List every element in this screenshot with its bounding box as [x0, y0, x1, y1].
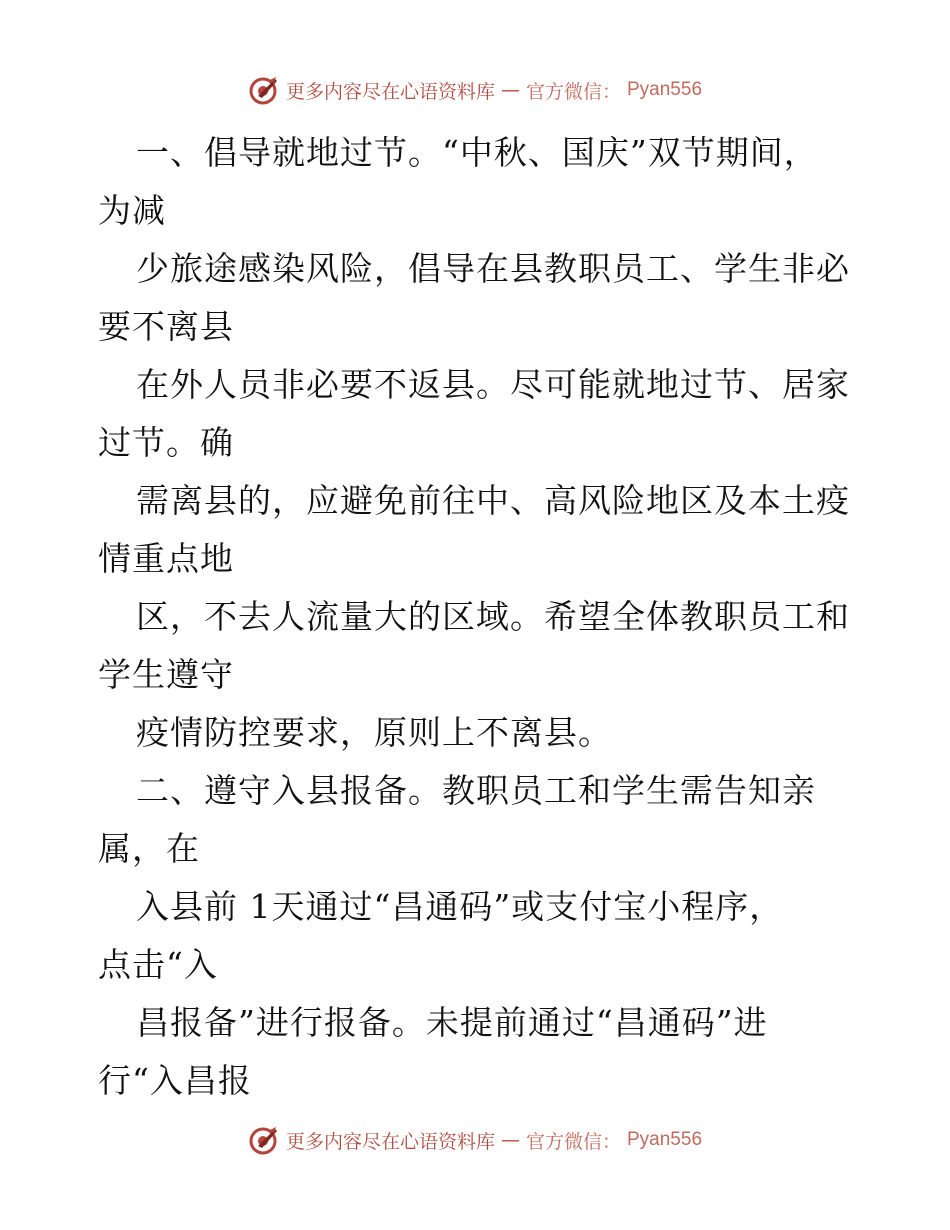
- watermark-separator: —: [500, 1129, 520, 1151]
- watermark-contact-id: Pyan556: [627, 79, 703, 100]
- watermark-separator: —: [500, 79, 520, 101]
- watermark-text: 更多内容尽在心语资料库: [285, 80, 495, 103]
- quill-circle-logo-icon: [248, 74, 280, 106]
- text-line: 二、遵守入县报备。教职员工和学生需告知亲: [136, 771, 816, 810]
- text-line: 过节。确: [98, 423, 234, 462]
- text-line: 情重点地: [98, 539, 234, 578]
- text-line: 属，在: [98, 829, 200, 868]
- text-line: 疫情防控要求，原则上不离县。: [136, 713, 612, 752]
- watermark-banner: [248, 1124, 702, 1156]
- text-line: 为减: [98, 191, 166, 230]
- text-line: 学生遵守: [98, 655, 234, 694]
- text-line: 需离县的，应避免前往中、高风险地区及本土疫: [136, 481, 850, 520]
- text-line: 行“入昌报: [98, 1061, 252, 1100]
- text-line: 点击“入: [98, 945, 218, 984]
- watermark-contact-label: 官方微信：: [525, 1130, 621, 1153]
- page-header-watermark: [0, 70, 950, 110]
- watermark-banner: [248, 74, 702, 106]
- text-line: 入县前 1天通过“昌通码”或支付宝小程序，: [136, 887, 784, 926]
- text-line: 在外人员非必要不返县。尽可能就地过节、居家: [136, 365, 850, 404]
- watermark-contact-label: 官方微信：: [525, 80, 621, 103]
- text-line: 一、倡导就地过节。“中秋、国庆”双节期间，: [136, 133, 818, 172]
- watermark-text: 更多内容尽在心语资料库: [285, 1130, 495, 1153]
- text-line: 昌报备”进行报备。未提前通过“昌通码”进: [136, 1003, 768, 1042]
- text-line: 要不离县: [98, 307, 234, 346]
- text-line: 区，不去人流量大的区域。希望全体教职员工和: [136, 597, 850, 636]
- document-body: [98, 124, 858, 1110]
- page-footer-watermark: [0, 1120, 950, 1160]
- watermark-contact-id: Pyan556: [627, 1129, 703, 1150]
- text-line: 少旅途感染风险，倡导在县教职员工、学生非必: [136, 249, 850, 288]
- quill-circle-logo-icon: [248, 1124, 280, 1156]
